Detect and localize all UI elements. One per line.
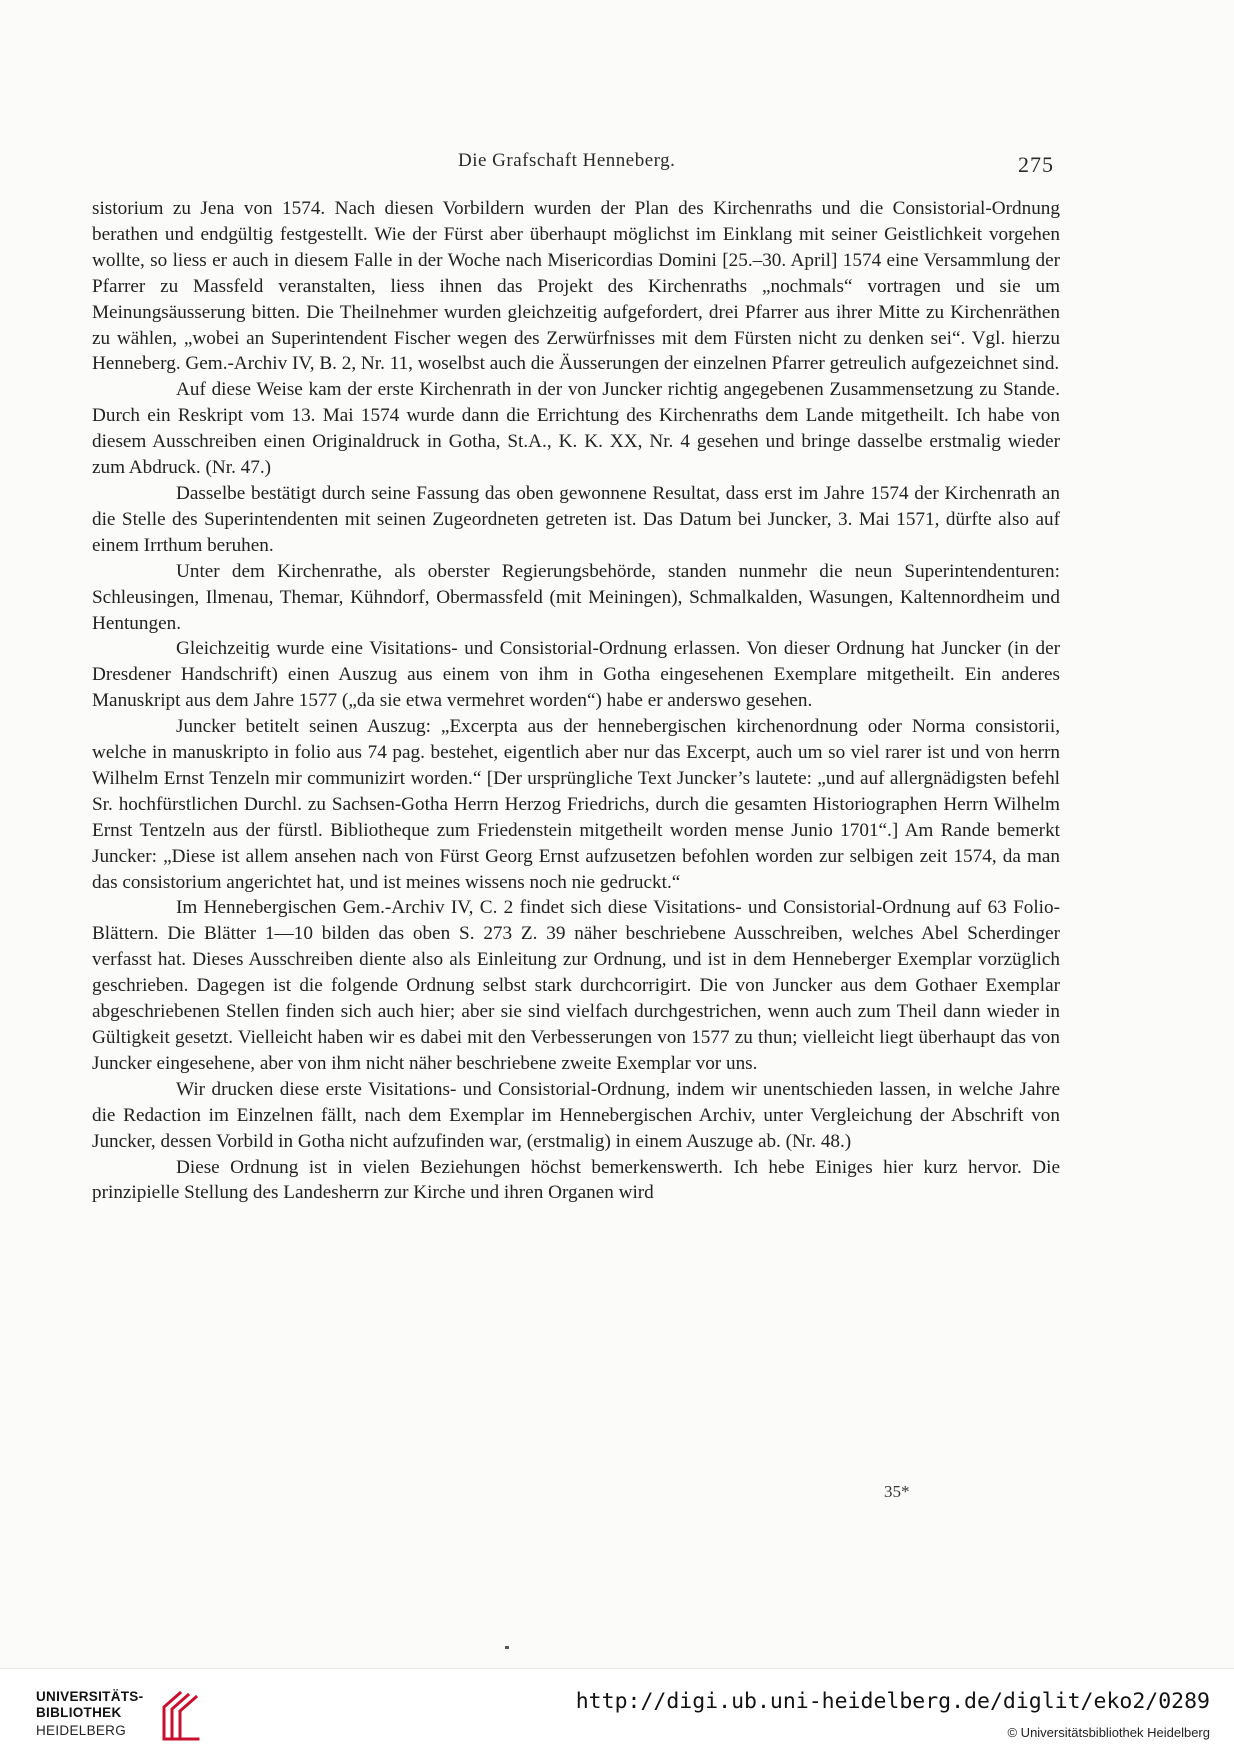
logo-text-line2: BIBLIOTHEK xyxy=(36,1705,122,1720)
paragraph: Gleichzeitig wurde eine Visitations- und Consistorial-Ordnung erlassen. Von dieser Ordnung hat Juncker (in der Dresdener Handschrift) einen Auszug aus einem von ihm in Gotha eingesehenen Exemplare mitgetheilt. Ein anderes Manuskript aus dem Jahre 1577 („da sie etwa vermehret worden“) habe er anderswo gesehen. xyxy=(92,638,1060,712)
page-number: 275 xyxy=(1018,152,1054,177)
scan-speck xyxy=(505,1646,509,1649)
library-logo[interactable] xyxy=(36,1685,206,1755)
paragraph: Juncker betitelt seinen Auszug: „Excerpta aus der hennebergischen kirchenordnung oder Norma consistorii, welche in manuskripto in folio aus 74 pag. bestehet, eigentlich aber nur das Excerpt, auch um so viel rarer ist und von herrn Wilhelm Ernst Tenzeln mir communizirt worden.“ [Der ursprüngliche Text Juncker’s lautete: „und auf allergnädigsten befehl Sr. hochfürstlichen Durchl. zu Sachsen-Gotha Herrn Herzog Friedrichs, durch die gesamten Historiographen Herrn Wilhelm Ernst Tentzeln aus der fürstl. Bibliotheque zum Friedenstein mitgetheilt worden mense Junio 1701“.] Am Rande bemerkt Juncker: „Diese ist allem ansehen nach von Fürst Georg Ernst aufzusetzen befohlen worden zur selbigen zeit 1574, da man das consistorium angerichtet hat, und ist meines wissens noch nie gedruckt.“ xyxy=(92,716,1060,893)
logo-text-line3: HEIDELBERG xyxy=(36,1723,127,1738)
paragraph: Wir drucken diese erste Visitations- und Consistorial-Ordnung, indem wir unentschieden lassen, in welche Jahre die Redaction im Einzelnen fällt, nach dem Exemplar im Hennebergischen Archiv, unter Vergleichung der Abschrift von Juncker, dessen Vorbild in Gotha nicht aufzufinden war, (erstmalig) in einem Auszuge ab. (Nr. 48.) xyxy=(92,1078,1060,1152)
paragraph: Dasselbe bestätigt durch seine Fassung das oben gewonnene Resultat, dass erst im Jahre 1574 der Kirchenrath an die Stelle des Superintendenten mit seinen Zugeordneten getreten ist. Das Datum bei Juncker, 3. Mai 1571, dürfte also auf einem Irrthum beruhen. xyxy=(92,482,1060,556)
paragraph: Im Hennebergischen Gem.-Archiv IV, C. 2 findet sich diese Visitations- und Consistorial-Ordnung auf 63 Folio-Blättern. Die Blätter 1—10 bilden das oben S. 273 Z. 39 näher beschriebene Ausschreiben, welches Abel Scherdinger verfasst hat. Dieses Ausschreiben diente also als Einleitung zur Ordnung, und ist in dem Henneberger Exemplar vorzüglich geschrieben. Dagegen ist die folgende Ordnung selbst stark durchcorrigirt. Die von Juncker aus dem Gothaer Exemplar abgeschriebenen Stellen finden sich auch hier; aber sie sind vielfach durchgestrichen, wenn auch zum Theil dann wieder in Gültigkeit gesetzt. Vielleicht haben wir es dabei mit den Verbesserungen von 1577 zu thun; vielleicht liegt überhaupt das von Juncker eingesehene, aber von ihm nicht näher beschriebene zweite Exemplar vor uns. xyxy=(92,897,1060,1074)
paragraph: Unter dem Kirchenrathe, als oberster Regierungsbehörde, standen nunmehr die neun Superintendenturen: Schleusingen, Ilmenau, Themar, Kühndorf, Obermassfeld (mit Meiningen), Schmalkalden, Wasungen, Kaltennordheim und Hentungen. xyxy=(92,560,1060,634)
copyright-text: © Universitätsbibliothek Heidelberg xyxy=(1007,1725,1210,1740)
permalink-url[interactable]: http://digi.ub.uni-heidelberg.de/diglit/eko2/0289 xyxy=(575,1689,1210,1714)
body-text xyxy=(92,196,1060,1206)
paragraph: Auf diese Weise kam der erste Kirchenrath in der von Juncker richtig angegebenen Zusammensetzung zu Stande. Durch ein Reskript vom 13. Mai 1574 wurde dann die Errichtung des Kirchenraths dem Lande mitgetheilt. Ich habe von diesem Ausschreiben einen Originaldruck in Gotha, St.A., K. K. XX, Nr. 4 gesehen und bringe dasselbe erstmalig wieder zum Abdruck. (Nr. 47.) xyxy=(92,379,1060,479)
library-emblem-icon xyxy=(158,1687,202,1743)
running-head xyxy=(0,148,1234,178)
logo-text-line1: UNIVERSITÄTS- xyxy=(36,1689,144,1704)
paragraph: sistorium zu Jena von 1574. Nach diesen Vorbildern wurden der Plan des Kirchenraths und die Consistorial-Ordnung berathen und endgültig festgestellt. Wie der Fürst aber überhaupt möglichst im Einklang mit seiner Geistlichkeit vorgehen wollte, so liess er auch in diesem Falle in der Woche nach Misericordias Domini [25.–30. April] 1574 eine Versammlung der Pfarrer zu Massfeld veranstalten, liess ihnen das Projekt des Kirchenraths „nochmals“ vortragen und sie um Meinungsäusserung bitten. Die Theilnehmer wurden gleichzeitig aufgefordert, drei Pfarrer aus ihrer Mitte zu Kirchenräthen zu wählen, „wobei an Superintendent Fischer wegen des Zerwürfnisses mit dem Fürsten nicht zu denken sei“. Vgl. hierzu Henneberg. Gem.-Archiv IV, B. 2, Nr. 11, woselbst auch die Äusserungen der einzelnen Pfarrer getreulich aufgezeichnet sind. xyxy=(92,198,1060,375)
paragraph: Diese Ordnung ist in vielen Beziehungen höchst bemerkenswerth. Ich hebe Einiges hier kurz hervor. Die prinzipielle Stellung des Landesherrn zur Kirche und ihren Organen wird xyxy=(92,1156,1060,1204)
footer-bar xyxy=(0,1668,1234,1758)
signature-mark: 35* xyxy=(884,1482,910,1501)
running-title: Die Grafschaft Henneberg. xyxy=(458,150,676,171)
